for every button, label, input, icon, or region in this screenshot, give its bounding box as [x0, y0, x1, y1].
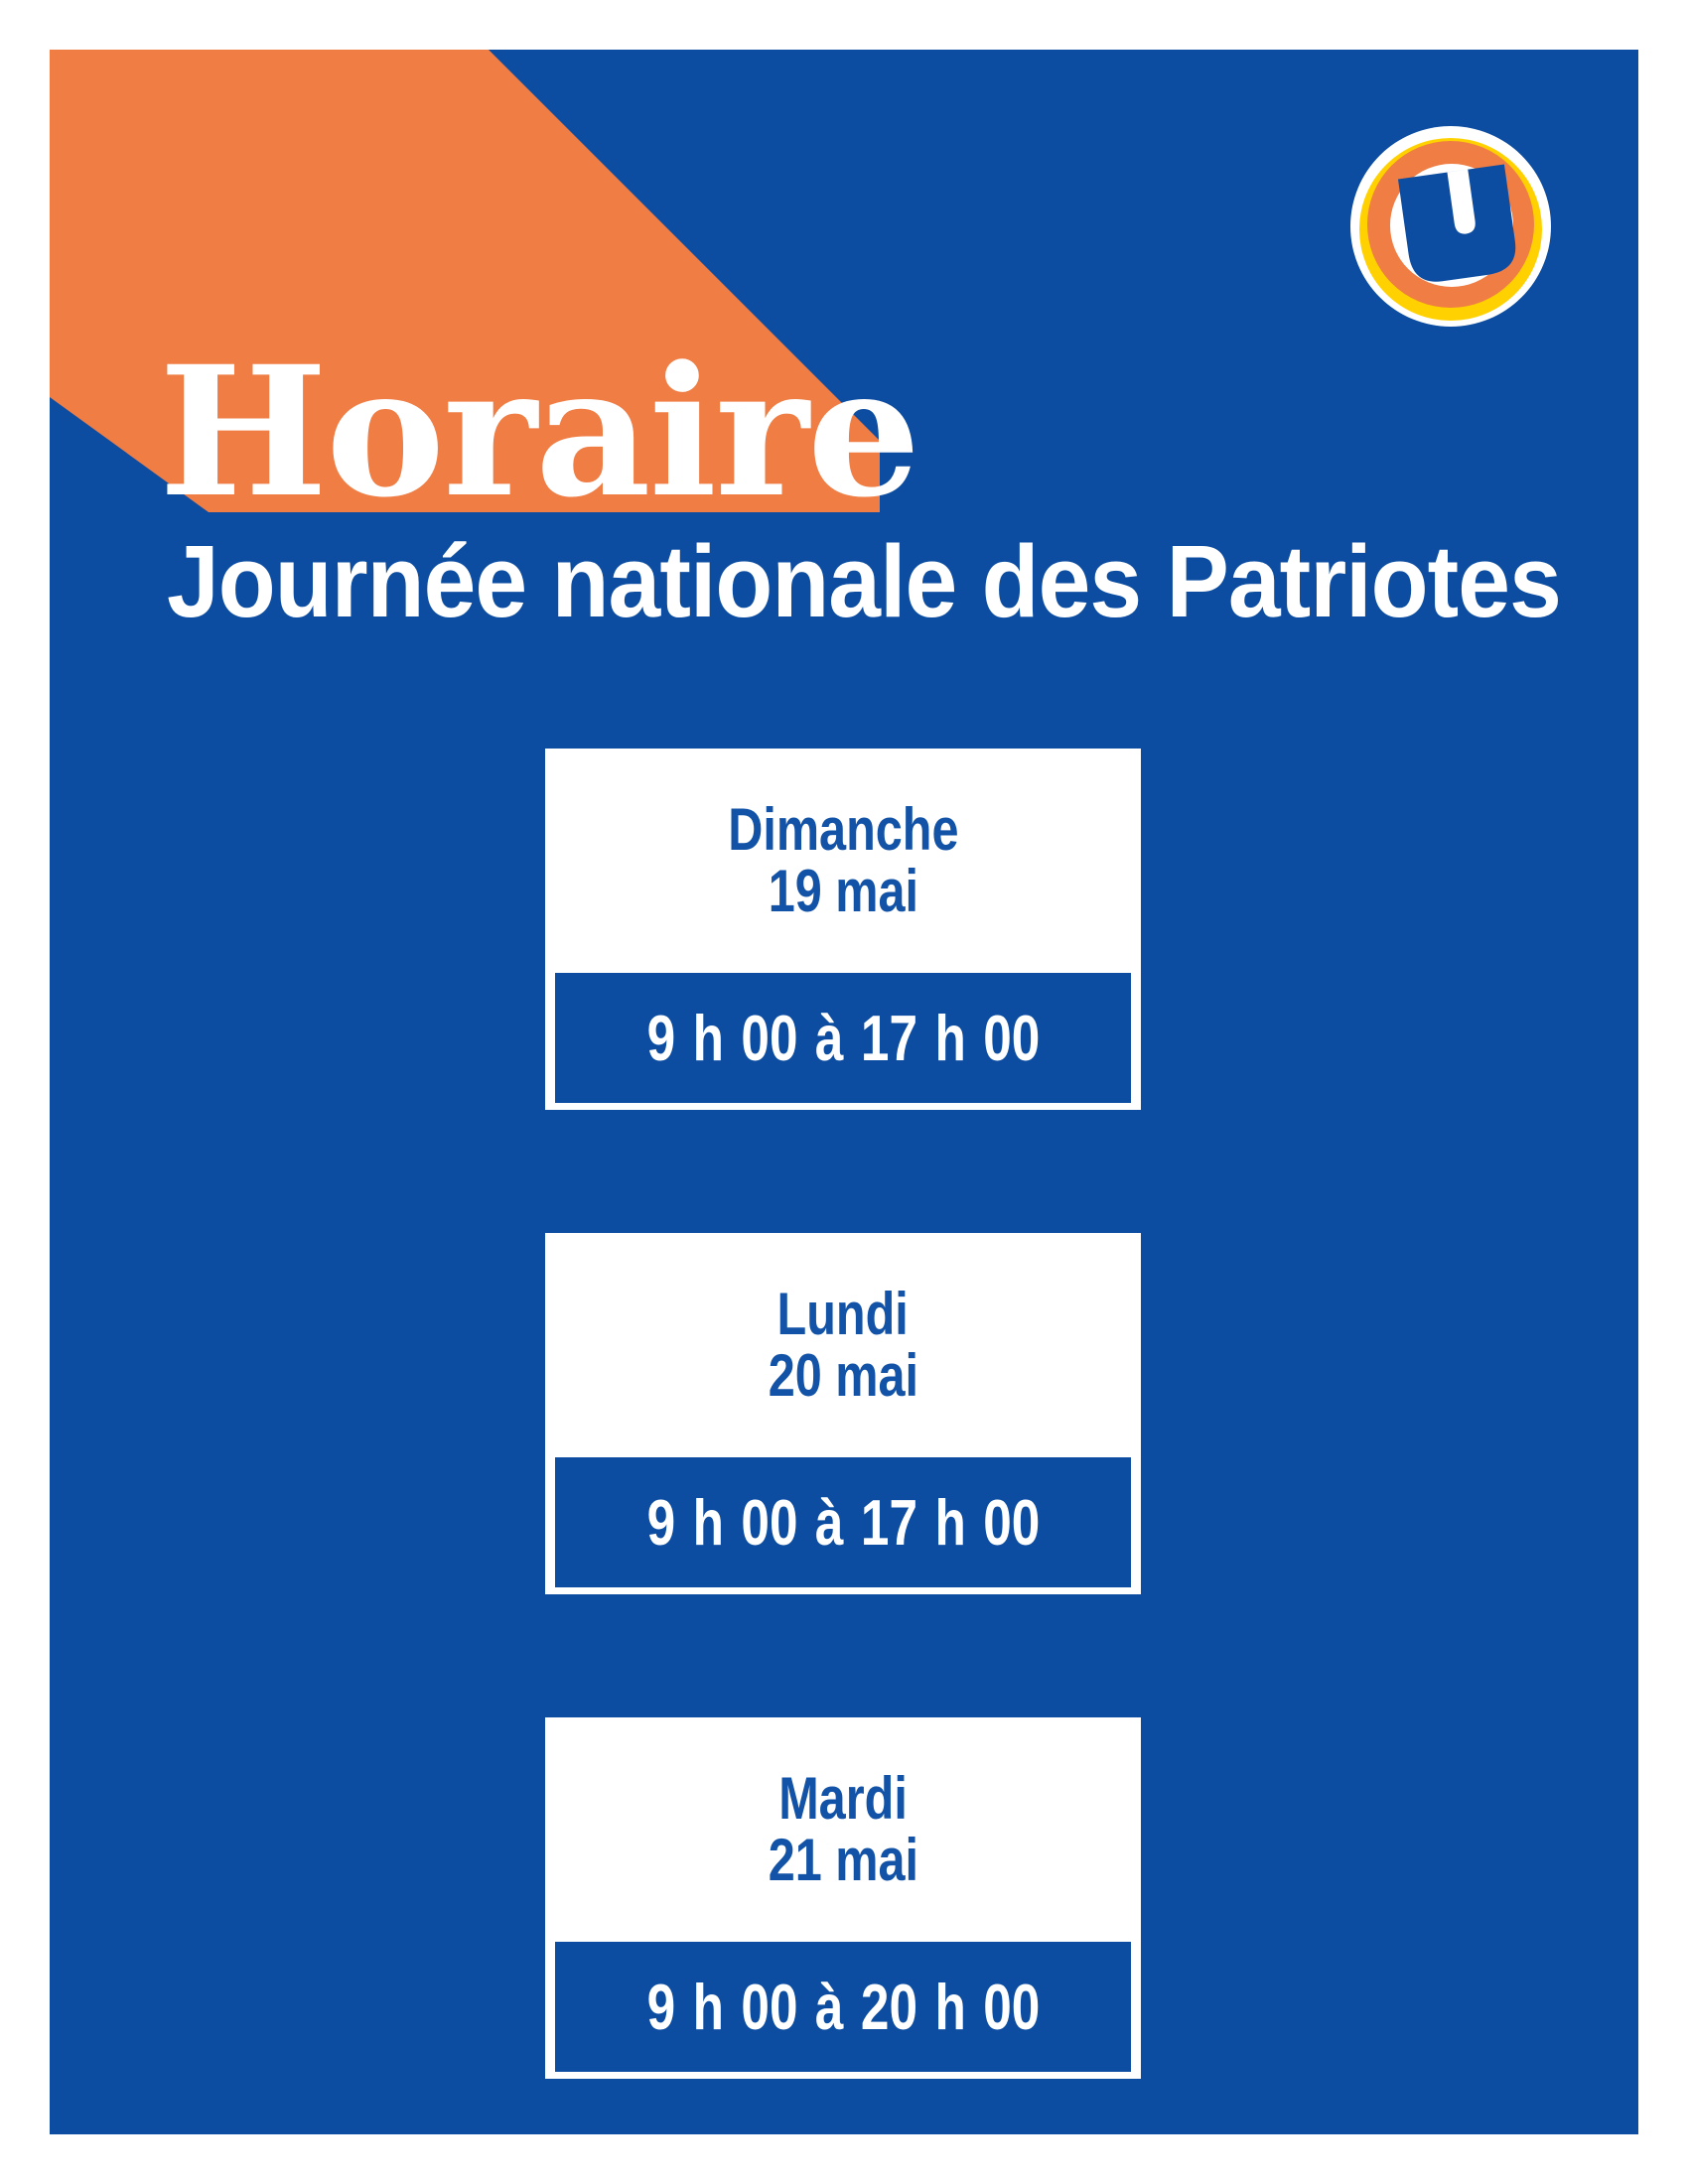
hours-label: 9 h 00 à 17 h 00 — [646, 1002, 1040, 1074]
schedule-card — [545, 1233, 1141, 1594]
schedule-day-block — [545, 749, 1141, 973]
u-brand-logo-icon — [1350, 126, 1551, 327]
schedule-card — [545, 1717, 1141, 2079]
hours-bar — [555, 973, 1131, 1103]
schedule-day-block — [545, 1233, 1141, 1457]
schedule-card — [545, 749, 1141, 1110]
date-label: 19 mai — [768, 858, 918, 924]
day-label: Lundi — [776, 1281, 910, 1347]
schedule-day-block — [545, 1717, 1141, 1942]
hours-bar — [555, 1457, 1131, 1587]
hours-label: 9 h 00 à 20 h 00 — [646, 1971, 1040, 2043]
date-label: 21 mai — [768, 1827, 918, 1893]
date-label: 20 mai — [768, 1342, 918, 1409]
hours-bar — [555, 1942, 1131, 2072]
page-title: Horaire — [159, 328, 919, 537]
day-label: Mardi — [778, 1765, 908, 1832]
hours-label: 9 h 00 à 17 h 00 — [646, 1486, 1040, 1559]
day-label: Dimanche — [727, 796, 959, 863]
page-subtitle: Journée nationale des Patriotes — [167, 524, 1561, 638]
